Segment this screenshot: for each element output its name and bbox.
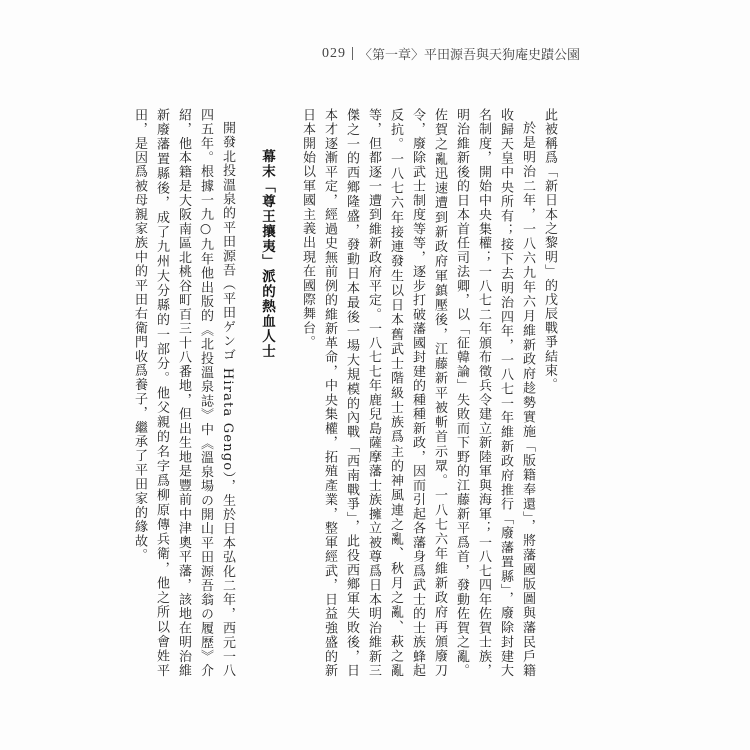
section-heading: 幕末「尊王攘夷」派的熱血人士 — [259, 148, 275, 359]
paragraph-1: 此被稱爲「新日本之黎明」的戊辰戰爭結束。 — [542, 108, 557, 392]
page-number: 029 — [321, 45, 346, 61]
chapter-title: 〈第一章〉平田源吾與天狗庵史蹟公園 — [358, 48, 580, 63]
paragraph-3: 開發北投溫泉的平田源吾（平田ゲンゴ Hirata Gengo），生於日本弘化二年，西元一八四五年。根據一九○九年他出版的《北投溫泉誌》中《溫泉場の開山平田源吾翁の履歷》介紹，他本籍是大阪南區北桃谷町百三十八番地，但出生地是豐前中津奧平藩，該地在明治維新廢藩置縣後，成了九州大分縣的一部分。他父親的名字爲柳原傳兵衛，他之所以會姓平田，是因爲被母親家族中的平田右衛門收爲養子，繼承了平田家的緣故。 — [132, 108, 235, 678]
header-divider — [352, 47, 353, 60]
running-header — [322, 44, 580, 63]
vertical-body-text — [132, 108, 560, 678]
paragraph-2: 於是明治二年，一八六九年六月維新政府趁勢實施「版籍奉還」，將藩國版圖與藩民戶籍收歸天皇中央所有；接下去明治四年，一八七一年維新政府推行「廢藩置縣」，廢除封建大名制度，開始中央集權；一八七二年頒布徵兵令建立新陸軍與海軍；一八七四年佐賀士族，明治維新後的日本首任司法卿，以「征韓論」失敗而下野的江藤新平爲首，發動佐賀之亂。佐賀之亂迅速遭到新政府軍鎮壓後，江藤新平被斬首示眾。一八七六年維新政府再頒廢刀令，廢除武士制度等等，逐步打破藩國封建的種種新政，因而引起各藩身爲武士的士族蜂起反抗。一八七六年接連發生以日本舊武士階級士族爲主的神風連之亂、秋月之亂、萩之亂等，但都逐一遭到維新政府平定。一八七七年鹿兒島薩摩藩士族擁立被尊爲日本明治維新三傑之一的西鄉隆盛，發動日本最後一場大規模的內戰「西南戰爭」，此役西鄉軍失敗後，日本才逐漸平定，經過史無前例的維新革命，中央集權，拓殖產業，整軍經武，日益強盛的新日本開始以軍國主義出現在國際舞台。 — [300, 108, 535, 678]
